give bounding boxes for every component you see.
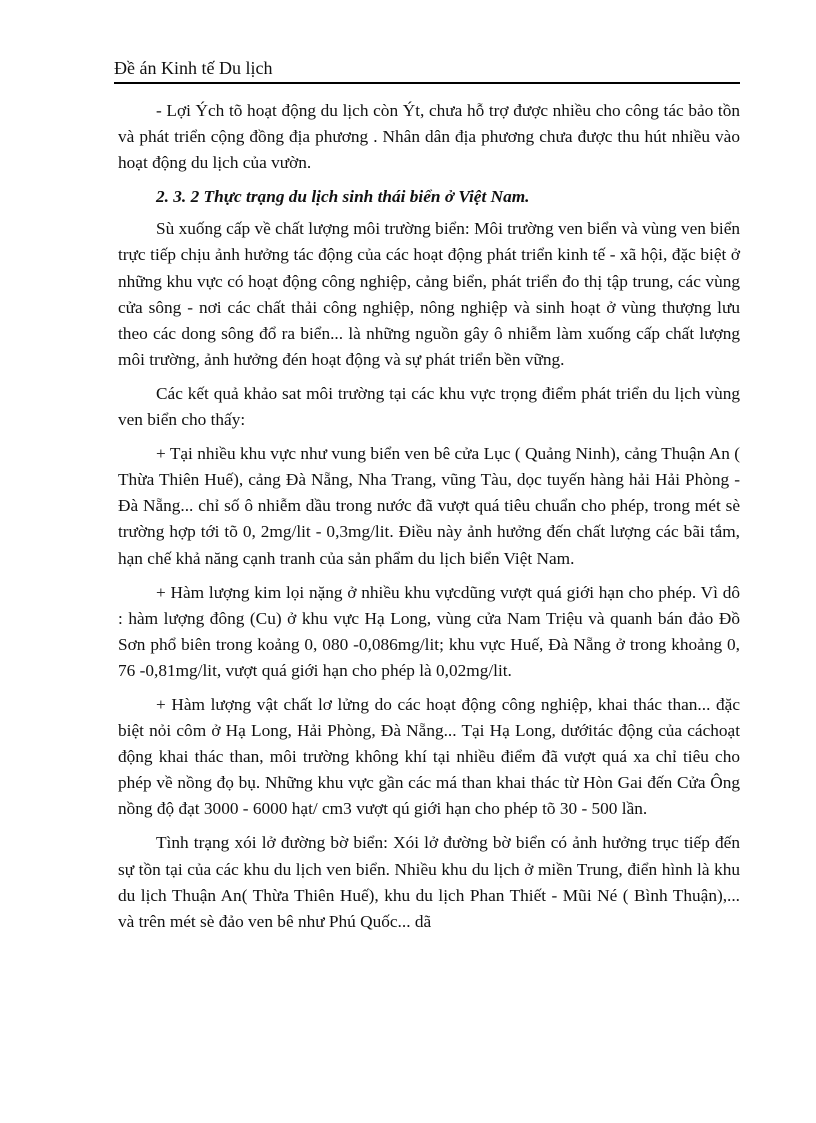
paragraph-marine-degradation: Sù xuống cấp về chất lượng môi trường biển: Môi trường ven biển và vùng ven biển trực tiếp chịu ảnh hưởng tác động của các hoạt động phát triển kinh tế - xã hội, đặc biệt ở những khu vực có hoạt động công nghiệp, cảng biển, phát triển đo thị tập trung, các vùng cửa sông - nơi các chất thải công nghiệp, nông nghiệp và sinh hoạt ở vùng thượng lưu theo các dong sông đổ ra biển... là những nguồn gây ô nhiễm làm xuống cấp chất lượng môi trường, ảnh hưởng đén hoạt động và sự phát triển bền vững. (118, 219, 740, 369)
paragraph-heavy-metals: + Hàm lượng kim lọi nặng ở nhiều khu vựcdũng vượt quá giới hạn cho phép. Vì dô : hàm lượng đông (Cu) ở khu vực Hạ Long, vùng cửa Nam Triệu và quanh bán đảo Đồ Sơn phổ biên trong koảng 0, 080 -0,086mg/lit; khu vực Huế, Đà Nẵng ở trong khoảng 0, 76 -0,81mg/lit, vượt quá giới hạn cho phép là 0,02mg/lit. (118, 582, 740, 680)
paragraph-survey-results: Các kết quả khảo sat môi trường tại các khu vực trọng điểm phát triển du lịch vùng ven biển cho thấy: (118, 383, 740, 430)
paragraph-benefits: - Lợi Ých tõ hoạt động du lịch còn Ýt, chưa hỗ trợ được nhiều cho công tác bảo tồn và phát triển cộng đồng địa phương . Nhân dân địa phương chưa được thu hút nhiều vào hoạt động du lịch của vườn. (118, 101, 740, 173)
paragraph-oil-pollution: + Tại nhiều khu vực như vung biển ven bê cửa Lục ( Quảng Ninh), cảng Thuận An ( Thừa Thiên Huế), cảng Đà Nẵng, Nha Trang, vũng Tàu, dọc tuyến hàng hải Hải Phòng - Đà Nẵng... chỉ số ô nhiễm dầu trong nước đã vượt quá tiêu chuẩn cho phép, trong mét sè trường hợp tới tõ 0, 2mg/lit - 0,3mg/lit. Điều này ảnh hưởng đến chất lượng các bãi tắm, hạn chế khả năng cạnh tranh của sản phẩm du lịch biển Việt Nam. (118, 444, 740, 568)
paragraph-suspended-matter: + Hàm lượng vật chất lơ lửng do các hoạt động công nghiệp, khai thác than... đặc biệt nỏi côm ở Hạ Long, Hải Phòng, Đà Nẵng... Tại Hạ Long, dướitác động của cáchoạt động khai thác than, môi trường không khí tại nhiều điểm đã vượt quá xa chỉ tiêu cho phép về nồng đọ bụ. Những khu vực gần các má than khai thác từ Hòn Gai đến Cửa Ông nồng độ đạt 3000 - 6000 hạt/ cm3 vượt qú giới hạn cho phép tõ 30 - 500 lần. (118, 694, 740, 819)
document-body (118, 98, 740, 943)
paragraph-coastal-erosion: Tình trạng xói lở đường bờ biển: Xói lở đường bờ biển có ảnh hưởng trục tiếp đến sự tồn tại của các khu du lịch ven biển. Nhiều khu du lịch ở miền Trung, điển hình là khu du lịch Thuận An( Thừa Thiên Huế), khu du lịch Phan Thiết - Mũi Né ( Bình Thuận),... và trên mét sè đảo ven bê như Phú Quốc... dã (118, 833, 740, 931)
section-heading: 2. 3. 2 Thực trạng du lịch sinh thái biển ở Việt Nam. (156, 187, 530, 207)
page-header: Đề án Kinh tế Du lịch (114, 56, 740, 84)
